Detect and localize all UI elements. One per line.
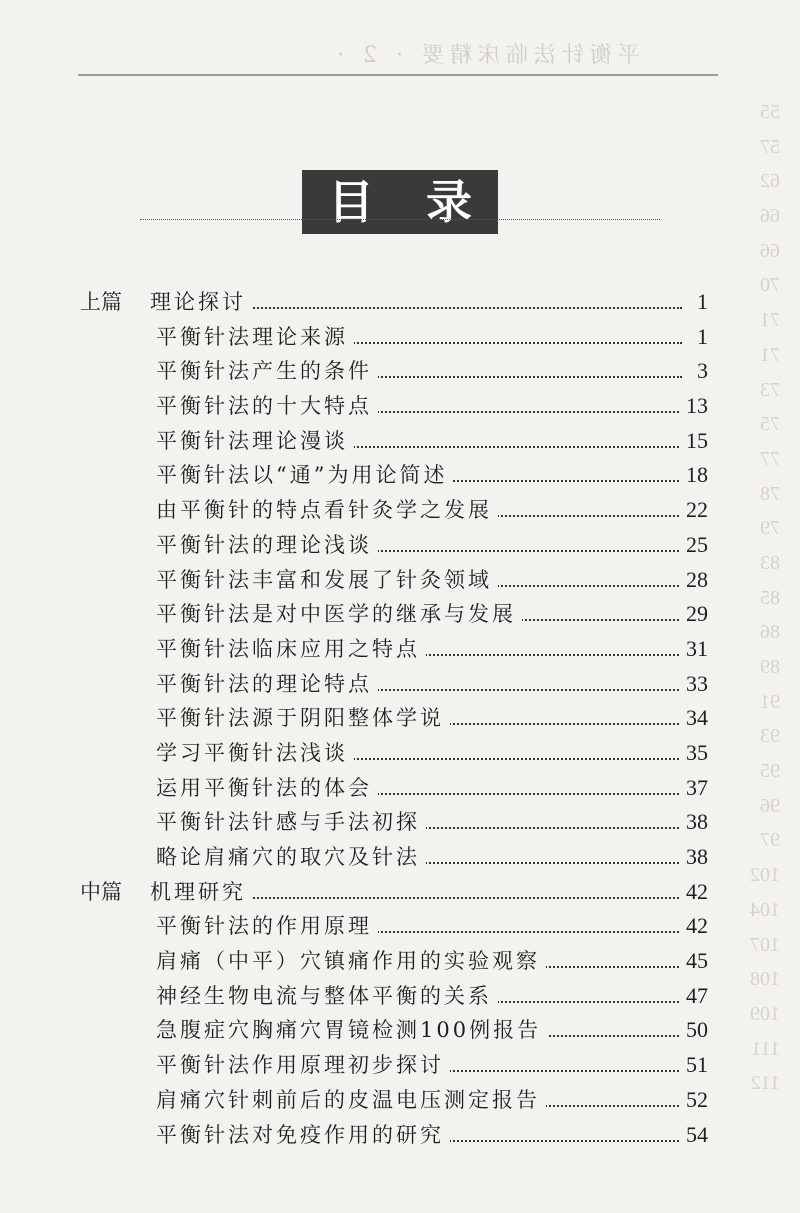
toc-entry-title: 理论探讨 xyxy=(150,285,252,320)
toc-entry xyxy=(80,909,708,944)
toc-entry xyxy=(80,493,708,528)
toc-entry xyxy=(80,1013,708,1048)
title-rule xyxy=(140,219,660,220)
toc-entry-title: 机理研究 xyxy=(150,875,252,910)
toc-entry xyxy=(80,632,708,667)
toc-entry-title: 平衡针法理论漫谈 xyxy=(156,424,354,459)
toc-page-number: 3 xyxy=(691,354,708,389)
dot-leader xyxy=(230,307,682,309)
toc-entry-title: 平衡针法针感与手法初探 xyxy=(156,805,426,840)
toc-page-number: 42 xyxy=(680,875,708,910)
toc-page-number: 31 xyxy=(680,632,708,667)
toc-page-number: 33 xyxy=(680,667,708,702)
toc-page-number: 13 xyxy=(680,389,708,424)
toc-entry xyxy=(80,979,708,1014)
toc-page-number: 28 xyxy=(680,563,708,598)
dot-leader xyxy=(230,897,682,899)
header-rule xyxy=(78,74,718,76)
toc-entry-title: 急腹症穴胸痛穴胃镜检测100例报告 xyxy=(156,1013,547,1048)
toc-entry-title: 学习平衡针法浅谈 xyxy=(156,736,354,771)
toc-page-number: 29 xyxy=(680,597,708,632)
toc-entry xyxy=(80,597,708,632)
toc-page-number: 37 xyxy=(680,771,708,806)
toc-page-number: 35 xyxy=(680,736,708,771)
toc-page-number: 38 xyxy=(680,805,708,840)
toc-page-number: 42 xyxy=(680,909,708,944)
toc-entry-title: 肩痛（中平）穴镇痛作用的实验观察 xyxy=(156,944,546,979)
toc-entry-title: 平衡针法的作用原理 xyxy=(156,909,378,944)
toc-entry xyxy=(80,736,708,771)
toc-entry xyxy=(80,354,708,389)
toc-part-label: 中篇 xyxy=(80,879,122,904)
toc-entry xyxy=(80,1083,708,1118)
toc-entry-title: 平衡针法临床应用之特点 xyxy=(156,632,426,667)
toc-entry-title: 平衡针法以“通”为用论简述 xyxy=(156,458,453,493)
toc-entry-title: 平衡针法产生的条件 xyxy=(156,354,378,389)
toc-entry xyxy=(80,1118,708,1153)
toc-page-number: 38 xyxy=(680,840,708,875)
toc-entry-title: 平衡针法的理论浅谈 xyxy=(156,528,378,563)
toc-page-number: 45 xyxy=(680,944,708,979)
toc-entry xyxy=(80,563,708,598)
toc-entry xyxy=(80,1048,708,1083)
toc-entry-title: 平衡针法作用原理初步探讨 xyxy=(156,1048,450,1083)
toc-page-number: 47 xyxy=(680,979,708,1014)
toc-entry xyxy=(80,528,708,563)
toc-page-number: 1 xyxy=(691,285,708,320)
toc-page-number: 54 xyxy=(680,1118,708,1153)
toc-page-number: 25 xyxy=(680,528,708,563)
toc-page-number: 18 xyxy=(680,458,708,493)
toc-entry xyxy=(80,805,708,840)
page-title: 目 录 xyxy=(302,170,498,234)
toc-entry-title: 平衡针法理论来源 xyxy=(156,320,354,355)
toc-entry xyxy=(80,944,708,979)
title-block xyxy=(0,170,800,234)
toc-entry xyxy=(80,424,708,459)
toc-entry xyxy=(80,840,708,875)
toc-page-number: 50 xyxy=(680,1013,708,1048)
toc-page-number: 51 xyxy=(680,1048,708,1083)
toc-entry-title: 由平衡针的特点看针灸学之发展 xyxy=(156,493,498,528)
toc-part-label: 上篇 xyxy=(80,290,122,314)
table-of-contents xyxy=(80,285,708,1152)
toc-entry xyxy=(80,667,708,702)
toc-entry-title: 平衡针法对免疫作用的研究 xyxy=(156,1118,450,1153)
toc-part-entry xyxy=(80,875,708,910)
toc-entry xyxy=(80,701,708,736)
toc-entry xyxy=(80,389,708,424)
toc-entry xyxy=(80,458,708,493)
toc-entry-title: 神经生物电流与整体平衡的关系 xyxy=(156,979,498,1014)
toc-entry xyxy=(80,320,708,355)
toc-entry-title: 平衡针法的十大特点 xyxy=(156,389,378,424)
toc-page-number: 1 xyxy=(691,320,708,355)
toc-entry-title: 平衡针法丰富和发展了针灸领域 xyxy=(156,563,498,598)
bleed-through-page-numbers: 55 57 62 66 66 70 71 71 73 75 77 78 79 83 85 86 89 91 93 95 96 97 102 104 107 108 109 111 112 xyxy=(750,101,780,1095)
toc-entry-title: 平衡针法是对中医学的继承与发展 xyxy=(156,597,522,632)
toc-part-entry xyxy=(80,285,708,320)
toc-entry-title: 平衡针法源于阴阳整体学说 xyxy=(156,701,450,736)
bleed-through-header: 平衡针法临床精要 · 2 · xyxy=(331,43,640,68)
toc-entry-title: 平衡针法的理论特点 xyxy=(156,667,378,702)
toc-page-number: 52 xyxy=(680,1083,708,1118)
toc-entry xyxy=(80,771,708,806)
toc-page-number: 15 xyxy=(680,424,708,459)
toc-page-number: 22 xyxy=(680,493,708,528)
toc-entry-title: 肩痛穴针刺前后的皮温电压测定报告 xyxy=(156,1083,546,1118)
toc-entry-title: 运用平衡针法的体会 xyxy=(156,771,378,806)
toc-page-number: 34 xyxy=(680,701,708,736)
toc-entry-title: 略论肩痛穴的取穴及针法 xyxy=(156,840,426,875)
